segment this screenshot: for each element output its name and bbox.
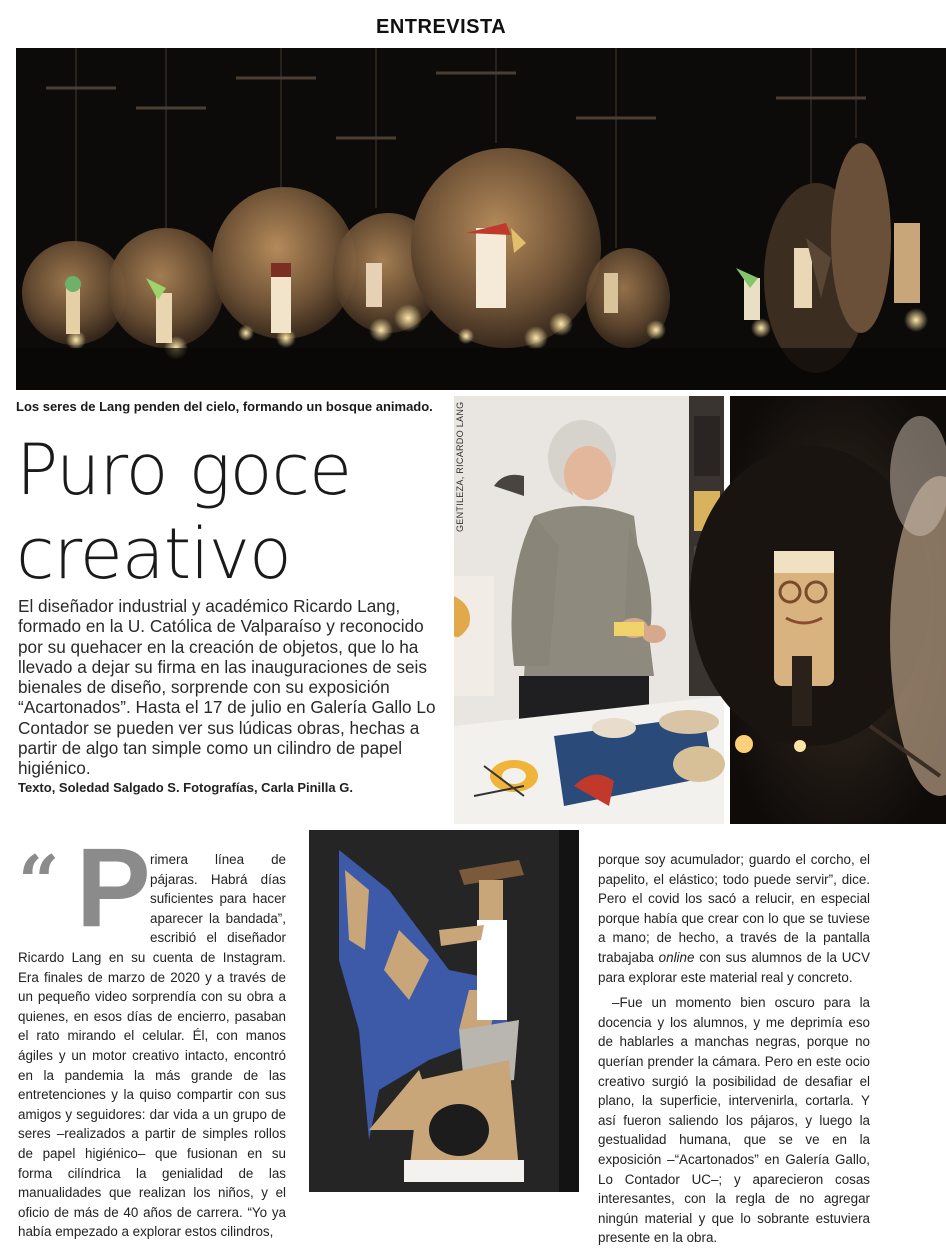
cardboard-horse-photo [309,830,579,1192]
photo-caption: Los seres de Lang penden del cielo, formando un bosque animado. [16,399,433,414]
artist-photo [454,396,724,824]
drop-cap [18,825,151,950]
drop-cap-quote: “ [18,839,60,924]
body-paragraph: –Fue un momento bien oscuro para la docencia y los alumnos, y me deprimía eso de hablarles a manchas negras, porque no querían prender la cámara. Pero en este ocio creativo surgió la posibilidad de desafiar el plano, la superficie, intervenirla, cortarla. Y así fueron saliendo los pájaros, y luego la gestualidad humana, que se ve en la exposición –“Acartonados” en Galería Gallo, Lo Contador UC–; y aparecieron cosas interesantes, con la regla de no agregar ningún material y que lo sobrante estuviera presente en la obra. [598,995,870,1246]
section-tag: ENTREVISTA [376,16,507,38]
byline: Texto, Soledad Salgado S. Fotografías, Carla Pinilla G. [18,780,353,795]
photo-credit: GENTILEZA, RICARDO LANG [455,401,465,532]
body-column-right [598,850,870,1254]
hanging-figures-photo [16,48,946,390]
headline-line-2: creativo [16,513,291,595]
body-paragraph: porque soy acumulador; guardo el corcho, el papelito, el elástico; todo puede servir”, dice. Pero el covid los sacó a relucir, en especial porque había que crear con lo que se tuviese a mano; de hecho, a través de la pantalla trabajaba online con sus alumnos de la UCV para explorar este material real y concreto. [598,852,871,985]
headline [16,428,446,596]
body-column-left [18,825,286,1242]
figure-closeup-photo [730,396,946,824]
headline-line-1: Puro goce [16,429,352,511]
drop-cap-letter: P [76,825,151,950]
body-text-left: rimera línea de pájaras. Habrá días suficientes para hacer aparecer la bandada”, escribió el diseñador Ricardo Lang en su cuenta de Instagram. Era finales de marzo de 2020 y a través de un pequeño video sorprendía con su obra a quienes, en esos días de encierro, pasaban el rato mirando el celular. Él, con manos ágiles y un motor creativo intacto, encontró en la pandemia la más grande de las entretenciones y la quiso compartir con sus amigos y seguidores: dar vida a un grupo de seres –realizados a partir de simples rollos de papel higiénico– que fusionan en su forma cilíndrica la genialidad de las manualidades que realizan los niños, y el oficio de más de 40 años de carrera. “Yo ya había empezado a explorar estos cilindros, [18,852,286,1240]
lead-paragraph: El diseñador industrial y académico Ricardo Lang, formado en la U. Católica de Valparaíso y reconocido por su quehacer en la creación de objetos, que lo ha llevado a dejar su firma en las inauguraciones de seis bienales de diseño, sorprende con su exposición “Acartonados”. Hasta el 17 de julio en Galería Gallo Lo Contador se pueden ver sus lúdicas obras, hechas a partir de algo tan simple como un cilindro de papel higiénico. [18,596,436,779]
